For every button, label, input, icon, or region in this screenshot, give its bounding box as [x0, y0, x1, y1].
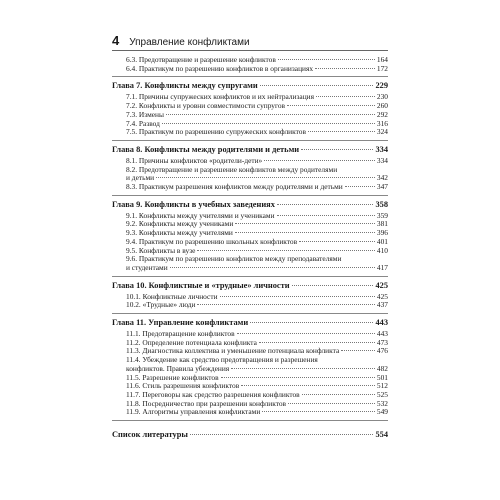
table-of-contents [112, 56, 388, 442]
leader-dots [170, 266, 375, 268]
leader-dots [235, 222, 375, 224]
leader-dots [292, 284, 374, 286]
section-divider [112, 420, 388, 421]
toc-entry-title: 11.5. Разрешение конфликтов [126, 372, 219, 382]
toc-entry-page: 381 [376, 219, 388, 229]
toc-entry-page: 260 [376, 101, 388, 111]
section-divider [112, 276, 388, 277]
leader-dots [277, 214, 375, 216]
toc-entry-title: 11.3. Диагностика коллектива и уменьшение потенциала конфликта [126, 346, 340, 356]
toc-entry-title: 10.1. Конфликтные личности [126, 291, 218, 301]
toc-entry-title: 11.8. Посредничество при разрешении конфликтов [126, 398, 287, 408]
chapter-title: Глава 8. Конфликты между родителями и детьми [112, 144, 300, 154]
toc-entry-title: 7.2. Конфликты и уровни совместимости супругов [126, 101, 286, 111]
leader-dots [299, 240, 375, 242]
toc-entry-page: 512 [376, 381, 388, 391]
toc-entry-page: 401 [376, 236, 388, 246]
toc-entry-title: 6.3. Предотвращение и разрешение конфликтов [126, 55, 276, 64]
section-divider [112, 313, 388, 314]
toc-entry-page: 473 [376, 337, 388, 347]
toc-entry-title: 7.5. Практикум по разрешению супружеских конфликтов [126, 127, 306, 137]
toc-entry-title: и студентами [126, 262, 168, 272]
chapter-page: 334 [375, 144, 388, 154]
toc-entry-page: 476 [376, 346, 388, 356]
chapter-heading [112, 199, 388, 210]
leader-dots [220, 295, 375, 297]
toc-entry-title: 11.6. Стиль разрешения конфликтов [126, 381, 240, 391]
toc-entry-lines [126, 166, 388, 183]
toc-entry-title: 10.2. «Трудные» люди [126, 300, 196, 310]
toc-entry-page: 347 [376, 182, 388, 192]
running-title: Управление конфликтами [129, 37, 250, 48]
chapter-title: Глава 9. Конфликты в учебных заведениях [112, 199, 275, 209]
toc-entry-page: 443 [376, 329, 388, 339]
section-divider [112, 76, 388, 77]
chapter-title: Глава 11. Управление конфликтами [112, 318, 249, 328]
toc-entry-page: 425 [376, 291, 388, 301]
toc-entry [112, 301, 388, 310]
toc-entry-title: 9.5. Конфликты в вузе [126, 245, 196, 255]
leader-dots [241, 384, 375, 386]
section-divider [112, 195, 388, 196]
toc-entry-page: 342 [376, 173, 388, 183]
bibliography-title: Список литературы [112, 430, 188, 440]
toc-entry-title: 11.9. Алгоритмы управления конфликтами [126, 407, 261, 417]
page-header [112, 33, 388, 51]
toc-entry [112, 255, 388, 272]
toc-entry-title: 9.3. Конфликты между учителями [126, 228, 233, 238]
leader-dots [341, 349, 375, 351]
toc-entry-page: 324 [376, 127, 388, 137]
leader-dots [190, 433, 374, 435]
toc-entry-page: 417 [376, 262, 388, 272]
toc-entry-page: 292 [376, 109, 388, 119]
chapter-heading [112, 280, 388, 291]
leader-dots [237, 332, 375, 334]
toc-entry-page: 501 [376, 372, 388, 382]
toc-entry-title: 8.1. Причины конфликтов «родители-дети» [126, 155, 263, 165]
chapter-heading [112, 317, 388, 328]
leader-dots [235, 231, 375, 233]
leader-dots [288, 402, 375, 404]
toc-entry-page: 549 [376, 407, 388, 417]
toc-entry-title: 11.1. Предотвращение конфликтов [126, 329, 235, 339]
toc-entry-page: 164 [376, 55, 388, 64]
toc-entry-title: 9.2. Конфликты между учениками [126, 219, 234, 229]
toc-entry-title: 6.4. Практикум по разрешению конфликтов в организациях [126, 63, 314, 73]
leader-dots [221, 376, 375, 378]
toc-entry [112, 356, 388, 373]
leader-dots [231, 367, 375, 369]
leader-dots [156, 176, 375, 178]
toc-entry-title: 8.3. Практикум разрешения конфликтов между родителями и детьми [126, 182, 343, 192]
toc-entry-page: 334 [376, 155, 388, 165]
chapter-heading [112, 144, 388, 155]
toc-entry [112, 408, 388, 417]
leader-dots [277, 203, 374, 205]
toc-entry-page: 525 [376, 389, 388, 399]
toc-entry-page: 359 [376, 210, 388, 220]
toc-entry-page: 396 [376, 228, 388, 238]
toc-entry-page: 230 [376, 92, 388, 102]
toc-entry [112, 183, 388, 192]
toc-entry-page: 316 [376, 118, 388, 128]
toc-entry-page: 482 [376, 363, 388, 373]
bibliography-page: 554 [375, 430, 388, 440]
toc-entry-title: 7.1. Причины супружеских конфликтов и их нейтрализация [126, 92, 315, 102]
chapter-page: 425 [375, 280, 388, 290]
leader-dots [278, 58, 375, 60]
toc-entry-title: 8.2. Предотвращение и разрешение конфликтов между родителями [126, 164, 338, 174]
chapter-page: 443 [375, 318, 388, 328]
toc-entry-lines [126, 255, 388, 272]
toc-entry-last-line [126, 264, 388, 273]
chapter-title: Глава 7. Конфликты между супругами [112, 81, 258, 91]
toc-entry-title: 11.4. Убеждение как средство предотвращения и разрешения [126, 355, 318, 365]
leader-dots [308, 130, 375, 132]
leader-dots [166, 113, 375, 115]
leader-dots [162, 122, 375, 124]
toc-entry-title: 11.2. Определение потенциала конфликта [126, 337, 257, 347]
page-number: 4 [112, 33, 120, 48]
section-divider [112, 140, 388, 141]
leader-dots [345, 185, 375, 187]
bibliography-heading [112, 429, 388, 440]
toc-entry-title: 7.3. Измены [126, 109, 164, 119]
toc-entry-page: 410 [376, 245, 388, 255]
toc-entry-title: 11.7. Переговоры как средство разрешения конфликтов [126, 389, 300, 399]
toc-entry-page: 437 [376, 300, 388, 310]
chapter-title: Глава 10. Конфликтные и «трудные» личности [112, 280, 290, 290]
chapter-page: 358 [375, 199, 388, 209]
leader-dots [287, 104, 375, 106]
chapter-page: 229 [375, 81, 388, 91]
toc-entry-title: конфликтов. Правила убеждения [126, 363, 230, 373]
toc-entry-page: 532 [376, 398, 388, 408]
toc-entry-lines [126, 356, 388, 373]
toc-entry-title: и детьми [126, 173, 155, 183]
toc-entry-title: 9.6. Практикум по разрешению конфликтов между преподавателями [126, 254, 342, 264]
leader-dots [301, 148, 373, 150]
leader-dots [315, 67, 375, 69]
leader-dots [197, 249, 375, 251]
toc-entry [112, 166, 388, 183]
toc-entry [112, 128, 388, 137]
leader-dots [260, 84, 374, 86]
leader-dots [197, 303, 374, 305]
leader-dots [264, 159, 375, 161]
leader-dots [250, 321, 373, 323]
leader-dots [302, 393, 375, 395]
toc-entry [112, 65, 388, 74]
leader-dots [262, 410, 375, 412]
chapter-heading [112, 80, 388, 91]
toc-entry-title: 7.4. Развод [126, 118, 160, 128]
toc-entry-title: 9.1. Конфликты между учителями и учениками [126, 210, 275, 220]
leader-dots [316, 95, 375, 97]
leader-dots [259, 341, 375, 343]
toc-entry-page: 172 [376, 63, 388, 73]
toc-entry-title: 9.4. Практикум по разрешению школьных конфликтов [126, 236, 298, 246]
